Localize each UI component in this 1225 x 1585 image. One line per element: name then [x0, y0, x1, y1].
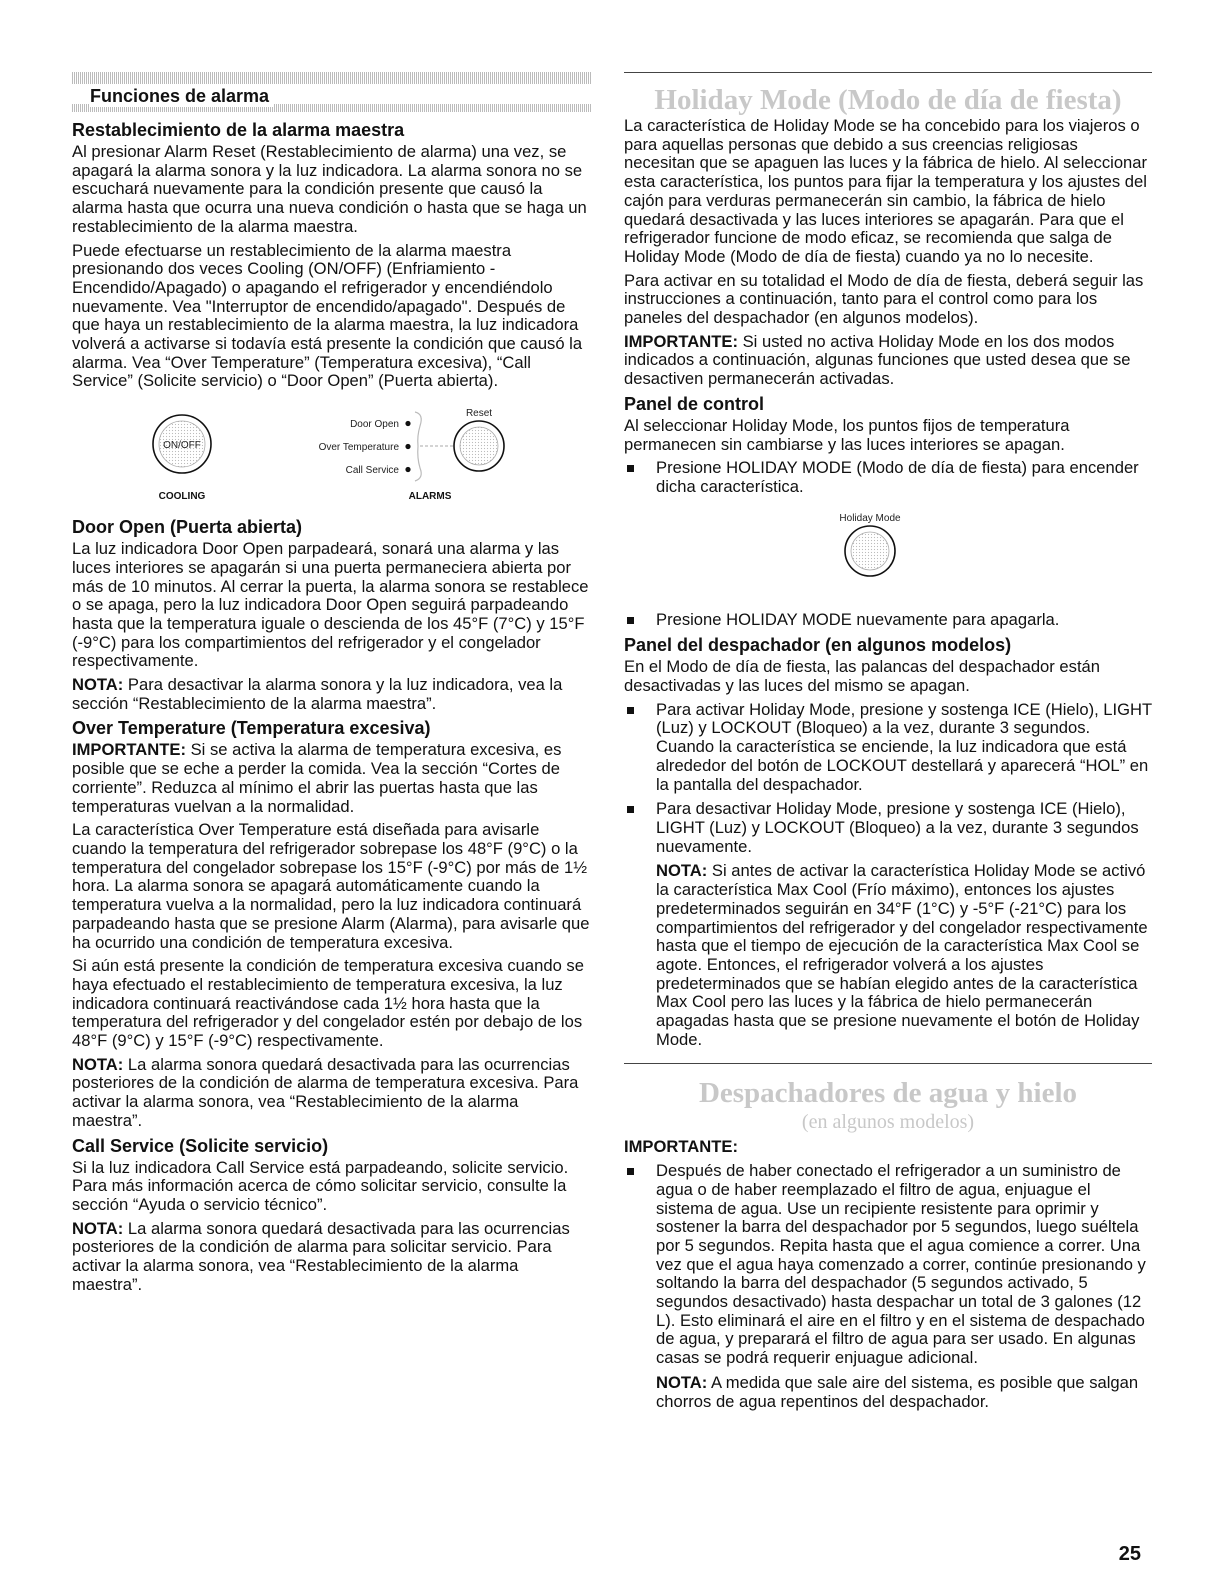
over-temperature-heading: Over Temperature (Temperatura excesiva) [72, 718, 431, 739]
over-temperature-paragraph-3: Si aún está presente la condición de temperatura excesiva cuando se haya efectuado el restablecimiento de temperatura excesiva, la luz indicadora continuará reactivándose cada 1½ hora hasta que la temperatura del refrigerador y del congelador estén por debajo de los 48°F (9°C) y 15°F (-9°C) respectivamente. [72, 956, 584, 1051]
holiday-important: IMPORTANTE: Si usted no activa Holiday Mode en los dos modos indicados a continuación, algunas funciones que usted desea que se desactiven permanecerán activadas. [624, 331, 1131, 389]
water-important-label: IMPORTANTE: [624, 1137, 738, 1157]
onoff-label: ON/OFF [163, 440, 201, 452]
page-number: 25 [1118, 1543, 1141, 1565]
door-open-indicator [405, 421, 410, 426]
holiday-top-rule [624, 72, 1152, 73]
master-reset-heading: Restablecimiento de la alarma maestra [72, 120, 405, 140]
section-rule-top [72, 72, 592, 84]
over-temperature-note: NOTA: La alarma sonora quedará desactivada para las ocurrencias posteriores de la condición de alarma de temperatura excesiva. Para activar la alarma sonora, vea “Restablecimiento de la alarma maestra”. [72, 1054, 579, 1130]
holiday-paragraph-1: La característica de Holiday Mode se ha concebido para los viajeros o para aquellas personas que debido a sus creencias religiosas necesitan que se apaguen las luces y la fábrica de hielo. Al seleccionar esta característica, los puntos para fijar la temperatura y los ajustes del cajón para verduras permanecerán sin cambio, la fábrica de hielo quedará desactivada y las luces interiores se apagarán. Para que el refrigerador funcione de modo eficaz, se recomienda que salga de Holiday Mode (Modo de día de fiesta) cuando ya no lo necesite. [624, 116, 1148, 266]
left-column [72, 72, 592, 1299]
call-service-note: NOTA: La alarma sonora quedará desactivada para las ocurrencias posteriores de la condición de alarma para solicitar servicio. Para activar la alarma sonora, vea “Restablecimiento de la alarma maestra”. [72, 1218, 570, 1294]
list-item: Después de haber conectado el refrigerador a un suministro de agua o de haber reemplazado el filtro de agua, enjuague el sistema de agua. Use un recipiente resistente para oprimir y sostener la barra del despachador por 5 segundos, luego suéltela por 5 segundos. Repita hasta que el agua comience a correr. Una vez que el agua haya comenzado a correr, continúe presionando y soltando la barra del despachador (5 segundos activado, 5 segundos desactivado) hasta despachar un total de 3 galones (12 L). Esto eliminará el aire en el filtro y en el sistema de despachado de agua, y preparará el filtro de agua para ser usado. En algunas casas se podrá requerir enjuague adicional. [624, 1162, 1152, 1368]
call-service-label: Call Service [345, 465, 399, 477]
dispenser-panel-paragraph: En el Modo de día de fiesta, las palancas del despachador están desactivadas y las luces del mismo se apagan. [624, 657, 1101, 696]
water-list [624, 1162, 1152, 1368]
alarm-section-header [72, 84, 592, 110]
control-panel-heading: Panel de control [624, 393, 765, 414]
holiday-mode-button[interactable] [845, 526, 895, 576]
door-open-paragraph: La luz indicadora Door Open parpadeará, sonará una alarma y las luces interiores se apagarán si una puerta permaneciera abierta por más de 10 minutos. Al cerrar la puerta, la alarma sonora se restablece o se apaga, pero la luz indicadora Door Open seguirá parpadeando hasta que la temperatura iguale o descienda de los 45°F (7°C) y 15°F (-9°C) para los compartimientos del refrigerador y el congelador respectivamente. [72, 539, 589, 671]
door-open-label: Door Open [350, 419, 399, 431]
reset-button[interactable] [454, 421, 504, 471]
water-note: NOTA: A medida que sale aire del sistema, es posible que salgan chorros de agua repentinos del despachador. [656, 1372, 1139, 1411]
holiday-mode-diagram [624, 509, 1152, 599]
alarm-section-title: Funciones de alarma [90, 86, 273, 107]
holiday-mode-title: Holiday Mode (Modo de día de fiesta) [654, 84, 1122, 116]
dispenser-note: NOTA: Si antes de activar la característica Holiday Mode se activó la característica Max Cool (Frío máximo), entonces los ajustes predeterminados seguirán en 34°F (1°C) y -5°F (-21°C) para los compartimientos del refrigerador y del congelador respectivamente hasta que el tiempo de ejecución de la característica Max Cool se agote. Entonces, el refrigerador volverá a los ajustes predeterminados que se habían elegido antes de la característica Max Cool pero las luces y la fábrica de hielo permanecerán apagadas hasta que se presione nuevamente el botón de Holiday Mode. [656, 861, 1148, 1049]
over-temperature-indicator [405, 444, 410, 449]
door-open-note: NOTA: Para desactivar la alarma sonora y la luz indicadora, vea la sección “Restablecimiento de la alarma maestra”. [72, 675, 563, 713]
water-dispenser-title: Despachadores de agua y hielo [698, 1077, 1078, 1110]
alarms-label: ALARMS [408, 491, 452, 503]
holiday-mode-button-label: Holiday Mode [839, 512, 901, 524]
dispenser-panel-list [624, 701, 1152, 857]
list-item: Presione HOLIDAY MODE nuevamente para apagarla. [624, 611, 1152, 630]
call-service-heading: Call Service (Solicite servicio) [72, 1135, 329, 1156]
control-panel-list [624, 459, 1152, 496]
right-column [624, 72, 1152, 1416]
call-service-paragraph: Si la luz indicadora Call Service está parpadeando, solicite servicio. Para más información acerca de cómo solicitar servicio, consulte la sección “Ayuda o servicio técnico”. [72, 1157, 569, 1214]
call-service-indicator [405, 467, 410, 472]
water-dispenser-subtitle: (en algunos modelos) [801, 1111, 975, 1134]
door-open-heading: Door Open (Puerta abierta) [72, 517, 303, 538]
master-reset-paragraph-1: Al presionar Alarm Reset (Restablecimiento de alarma) una vez, se apagará la alarma sonora y la luz indicadora. La alarma sonora no se escuchará nuevamente para la condición presente que causó la alarma hasta que ocurra una nueva condición o hasta que se haga un restablecimiento de la alarma maestra. [72, 142, 587, 236]
dispenser-panel-heading: Panel del despachador (en algunos modelos) [624, 635, 1012, 656]
cooling-button[interactable] [153, 415, 211, 473]
master-reset-paragraph-2: Puede efectuarse un restablecimiento de la alarma maestra presionando dos veces Cooling (ON/OFF) (Enfriamiento - Encendido/Apagado) o apagando el refrigerador y encendiéndolo nuevamente. Vea "Interruptor de encendido/apagado". Después de que haya un restablecimiento de la alarma maestra, la luz indicadora volverá a activarse si todavía está presente la condición que causó la alarma. Vea “Over Temperature” (Temperatura excesiva), “Call Service” (Solicite servicio) o “Door Open” (Puerta abierta). [72, 240, 583, 391]
water-top-rule [624, 1063, 1152, 1064]
over-temperature-important: IMPORTANTE: Si se activa la alarma de temperatura excesiva, es posible que se eche a perder la comida. Vea la sección “Cortes de corriente”. Reduzca al mínimo el abrir las puertas hasta que las temperaturas vuelvan a la normalidad. [72, 740, 562, 816]
alarm-control-diagram [72, 396, 592, 508]
list-item: Para desactivar Holiday Mode, presione y sostenga ICE (Hielo), LIGHT (Luz) y LOCKOUT (Bloqueo) a la vez, durante 3 segundos nuevamente. [624, 800, 1152, 856]
over-temperature-label: Over Temperature [318, 442, 399, 454]
holiday-paragraph-2: Para activar en su totalidad el Modo de día de fiesta, deberá seguir las instrucciones a continuación, tanto para el control como para los paneles del despachador (en algunos modelos). [624, 270, 1144, 328]
list-item: Presione HOLIDAY MODE (Modo de día de fiesta) para encender dicha característica. [624, 459, 1152, 496]
list-item: Para activar Holiday Mode, presione y sostenga ICE (Hielo), LIGHT (Luz) y LOCKOUT (Bloqueo) a la vez, durante 3 segundos. Cuando la característica se enciende, la luz indicadora que está alrededor del botón de LOCKOUT destellará y aparecerá “HOL” en la pantalla del despachador. [624, 701, 1152, 795]
over-temperature-paragraph-2: La característica Over Temperature está diseñada para avisarle cuando la temperatura del refrigerador sobrepase los 48°F (9°C) o la temperatura del congelador sobrepase los 15°F (-9°C) por más de 1½ hora. La alarma sonora se apagará automáticamente cuando la temperatura vuelva a la normalidad, pero la luz indicadora continuará parpadeando hasta que se presione Alarm (Alarma), para avisarle que ha ocurrido una condición de temperatura excesiva. [72, 820, 590, 952]
reset-label: Reset [465, 408, 493, 420]
control-panel-list-2 [624, 611, 1152, 630]
cooling-label: COOLING [158, 491, 206, 503]
control-panel-paragraph: Al seleccionar Holiday Mode, los puntos fijos de temperatura permanecen sin cambiarse y las luces interiores se apagan. [624, 415, 1070, 454]
